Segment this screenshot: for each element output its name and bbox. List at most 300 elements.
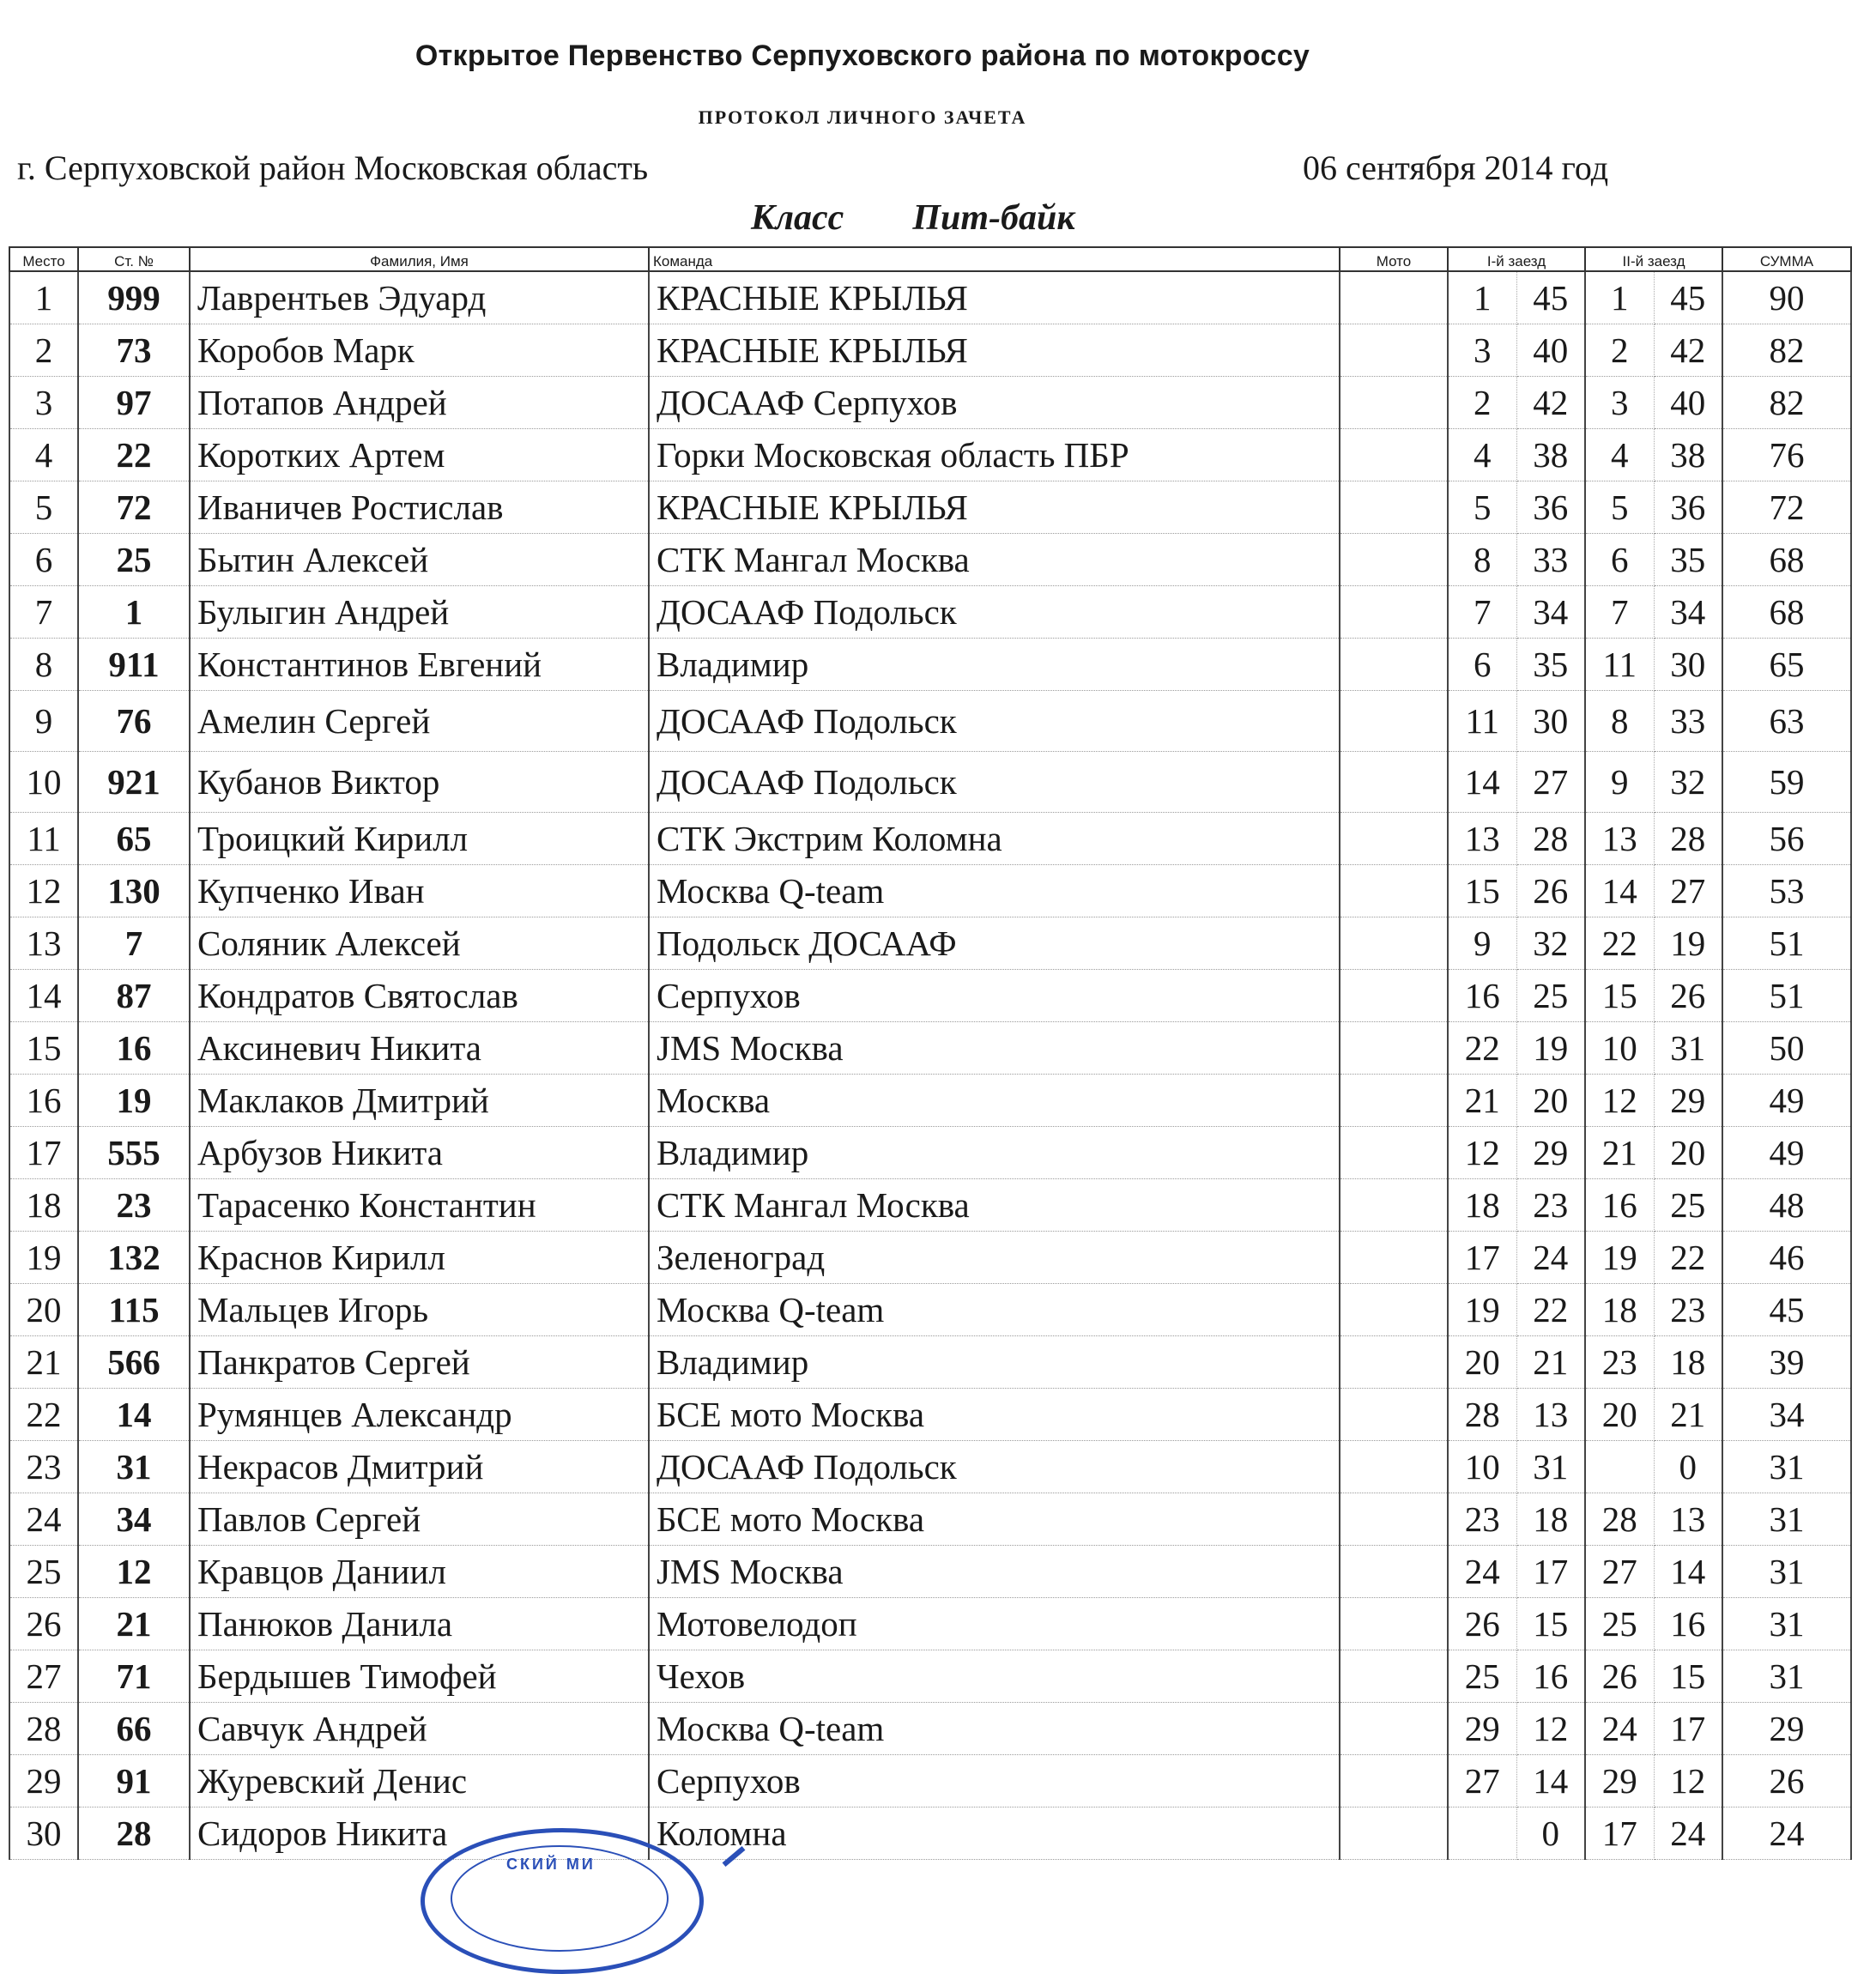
cell-place: 26 xyxy=(9,1598,78,1650)
table-row xyxy=(9,1703,1851,1755)
cell-race1-position: 19 xyxy=(1448,1284,1516,1336)
cell-team: JMS Москва xyxy=(649,1022,1340,1075)
cell-place: 23 xyxy=(9,1441,78,1493)
cell-moto xyxy=(1340,1441,1448,1493)
cell-sum: 49 xyxy=(1722,1127,1851,1179)
cell-team: Серпухов xyxy=(649,970,1340,1022)
cell-race2-points: 20 xyxy=(1654,1127,1722,1179)
cell-number: 87 xyxy=(78,970,190,1022)
cell-sum: 51 xyxy=(1722,917,1851,970)
cell-number: 97 xyxy=(78,377,190,429)
cell-race1-position: 28 xyxy=(1448,1389,1516,1441)
cell-number: 66 xyxy=(78,1703,190,1755)
cell-number: 911 xyxy=(78,639,190,691)
class-label: Класс xyxy=(751,198,844,238)
cell-race2-position: 6 xyxy=(1585,534,1654,586)
table-row xyxy=(9,865,1851,917)
cell-sum: 50 xyxy=(1722,1022,1851,1075)
cell-sum: 26 xyxy=(1722,1755,1851,1807)
table-row xyxy=(9,813,1851,865)
table-row xyxy=(9,1232,1851,1284)
cell-name: Краснов Кирилл xyxy=(190,1232,649,1284)
header-race2: II-й заезд xyxy=(1585,247,1722,271)
cell-place: 11 xyxy=(9,813,78,865)
cell-place: 8 xyxy=(9,639,78,691)
cell-name: Соляник Алексей xyxy=(190,917,649,970)
cell-place: 7 xyxy=(9,586,78,639)
table-row xyxy=(9,752,1851,813)
cell-race2-points: 23 xyxy=(1654,1284,1722,1336)
cell-race1-position: 16 xyxy=(1448,970,1516,1022)
cell-race2-position: 20 xyxy=(1585,1389,1654,1441)
results-table xyxy=(9,246,1852,1860)
cell-moto xyxy=(1340,1650,1448,1703)
cell-number: 16 xyxy=(78,1022,190,1075)
cell-race1-points: 23 xyxy=(1516,1179,1585,1232)
cell-sum: 68 xyxy=(1722,534,1851,586)
header-team: Команда xyxy=(649,247,1340,271)
cell-number: 31 xyxy=(78,1441,190,1493)
cell-place: 1 xyxy=(9,271,78,324)
cell-race2-position: 11 xyxy=(1585,639,1654,691)
cell-race1-position: 9 xyxy=(1448,917,1516,970)
cell-place: 14 xyxy=(9,970,78,1022)
cell-place: 15 xyxy=(9,1022,78,1075)
header-name: Фамилия, Имя xyxy=(190,247,649,271)
cell-race2-points: 13 xyxy=(1654,1493,1722,1546)
cell-number: 132 xyxy=(78,1232,190,1284)
cell-race2-position: 16 xyxy=(1585,1179,1654,1232)
table-row xyxy=(9,324,1851,377)
cell-race2-position: 15 xyxy=(1585,970,1654,1022)
cell-race2-points: 32 xyxy=(1654,752,1722,813)
cell-race2-position: 22 xyxy=(1585,917,1654,970)
cell-race1-position: 17 xyxy=(1448,1232,1516,1284)
cell-race1-points: 17 xyxy=(1516,1546,1585,1598)
cell-name: Некрасов Дмитрий xyxy=(190,1441,649,1493)
cell-race1-points: 32 xyxy=(1516,917,1585,970)
cell-place: 5 xyxy=(9,481,78,534)
cell-place: 4 xyxy=(9,429,78,481)
cell-team: СТК Мангал Москва xyxy=(649,534,1340,586)
cell-race1-position: 26 xyxy=(1448,1598,1516,1650)
cell-moto xyxy=(1340,1284,1448,1336)
cell-race2-position: 28 xyxy=(1585,1493,1654,1546)
cell-race2-points: 14 xyxy=(1654,1546,1722,1598)
protocol-subtitle: ПРОТОКОЛ ЛИЧНОГО ЗАЧЕТА xyxy=(698,106,1027,128)
cell-race2-position: 26 xyxy=(1585,1650,1654,1703)
cell-team: Владимир xyxy=(649,639,1340,691)
cell-race2-points: 34 xyxy=(1654,586,1722,639)
cell-moto xyxy=(1340,1075,1448,1127)
cell-name: Кравцов Даниил xyxy=(190,1546,649,1598)
cell-team: Подольск ДОСААФ xyxy=(649,917,1340,970)
cell-name: Константинов Евгений xyxy=(190,639,649,691)
cell-moto xyxy=(1340,1336,1448,1389)
cell-race1-points: 45 xyxy=(1516,271,1585,324)
cell-sum: 31 xyxy=(1722,1598,1851,1650)
cell-race2-points: 22 xyxy=(1654,1232,1722,1284)
cell-race2-points: 33 xyxy=(1654,691,1722,752)
cell-name: Журевский Денис xyxy=(190,1755,649,1807)
cell-moto xyxy=(1340,1703,1448,1755)
cell-name: Кубанов Виктор xyxy=(190,752,649,813)
cell-team: Владимир xyxy=(649,1336,1340,1389)
cell-race1-position: 2 xyxy=(1448,377,1516,429)
cell-race1-points: 42 xyxy=(1516,377,1585,429)
table-row xyxy=(9,429,1851,481)
cell-place: 2 xyxy=(9,324,78,377)
cell-team: Коломна xyxy=(649,1807,1340,1860)
cell-race1-points: 30 xyxy=(1516,691,1585,752)
cell-race1-position: 20 xyxy=(1448,1336,1516,1389)
cell-team: Зеленоград xyxy=(649,1232,1340,1284)
cell-name: Аксиневич Никита xyxy=(190,1022,649,1075)
cell-race2-position: 29 xyxy=(1585,1755,1654,1807)
cell-team: Москва Q-team xyxy=(649,1703,1340,1755)
cell-name: Арбузов Никита xyxy=(190,1127,649,1179)
table-row xyxy=(9,1598,1851,1650)
cell-race2-position: 14 xyxy=(1585,865,1654,917)
cell-race1-points: 24 xyxy=(1516,1232,1585,1284)
cell-race2-points: 35 xyxy=(1654,534,1722,586)
cell-place: 12 xyxy=(9,865,78,917)
cell-number: 999 xyxy=(78,271,190,324)
cell-race1-position: 14 xyxy=(1448,752,1516,813)
cell-race2-position: 4 xyxy=(1585,429,1654,481)
cell-team: JMS Москва xyxy=(649,1546,1340,1598)
cell-moto xyxy=(1340,1755,1448,1807)
cell-sum: 68 xyxy=(1722,586,1851,639)
cell-sum: 82 xyxy=(1722,377,1851,429)
event-date: 06 сентября 2014 год xyxy=(1303,148,1609,187)
cell-place: 13 xyxy=(9,917,78,970)
cell-race2-points: 28 xyxy=(1654,813,1722,865)
cell-place: 28 xyxy=(9,1703,78,1755)
cell-name: Амелин Сергей xyxy=(190,691,649,752)
cell-race1-points: 36 xyxy=(1516,481,1585,534)
cell-race1-points: 13 xyxy=(1516,1389,1585,1441)
cell-team: Серпухов xyxy=(649,1755,1340,1807)
cell-moto xyxy=(1340,324,1448,377)
cell-race2-points: 29 xyxy=(1654,1075,1722,1127)
cell-name: Бытин Алексей xyxy=(190,534,649,586)
cell-moto xyxy=(1340,586,1448,639)
cell-race1-position: 15 xyxy=(1448,865,1516,917)
cell-race1-points: 29 xyxy=(1516,1127,1585,1179)
cell-moto xyxy=(1340,1546,1448,1598)
cell-race2-position: 13 xyxy=(1585,813,1654,865)
cell-sum: 24 xyxy=(1722,1807,1851,1860)
cell-name: Троицкий Кирилл xyxy=(190,813,649,865)
cell-place: 9 xyxy=(9,691,78,752)
event-location: г. Серпуховской район Московская область xyxy=(17,148,649,187)
cell-name: Кондратов Святослав xyxy=(190,970,649,1022)
cell-race1-points: 21 xyxy=(1516,1336,1585,1389)
table-row xyxy=(9,586,1851,639)
cell-race2-points: 26 xyxy=(1654,970,1722,1022)
cell-race1-points: 28 xyxy=(1516,813,1585,865)
cell-number: 566 xyxy=(78,1336,190,1389)
cell-race1-position: 6 xyxy=(1448,639,1516,691)
cell-name: Купченко Иван xyxy=(190,865,649,917)
cell-race1-points: 22 xyxy=(1516,1284,1585,1336)
cell-number: 19 xyxy=(78,1075,190,1127)
cell-race1-position: 10 xyxy=(1448,1441,1516,1493)
header-sum: СУММА xyxy=(1722,247,1851,271)
cell-team: БСЕ мото Москва xyxy=(649,1389,1340,1441)
cell-sum: 82 xyxy=(1722,324,1851,377)
cell-name: Савчук Андрей xyxy=(190,1703,649,1755)
cell-number: 21 xyxy=(78,1598,190,1650)
cell-team: Владимир xyxy=(649,1127,1340,1179)
table-row xyxy=(9,1127,1851,1179)
cell-race1-points: 31 xyxy=(1516,1441,1585,1493)
cell-race1-position: 13 xyxy=(1448,813,1516,865)
cell-race2-position: 24 xyxy=(1585,1703,1654,1755)
cell-race1-points: 15 xyxy=(1516,1598,1585,1650)
cell-place: 3 xyxy=(9,377,78,429)
table-row xyxy=(9,639,1851,691)
cell-place: 30 xyxy=(9,1807,78,1860)
table-row xyxy=(9,970,1851,1022)
table-row xyxy=(9,1284,1851,1336)
cell-race2-position: 9 xyxy=(1585,752,1654,813)
cell-name: Панкратов Сергей xyxy=(190,1336,649,1389)
cell-team: КРАСНЫЕ КРЫЛЬЯ xyxy=(649,324,1340,377)
cell-number: 1 xyxy=(78,586,190,639)
cell-moto xyxy=(1340,1179,1448,1232)
cell-moto xyxy=(1340,865,1448,917)
cell-place: 6 xyxy=(9,534,78,586)
cell-race1-position: 8 xyxy=(1448,534,1516,586)
cell-moto xyxy=(1340,752,1448,813)
table-row xyxy=(9,1022,1851,1075)
cell-race2-position: 17 xyxy=(1585,1807,1654,1860)
cell-race1-points: 35 xyxy=(1516,639,1585,691)
cell-race1-position: 3 xyxy=(1448,324,1516,377)
cell-moto xyxy=(1340,534,1448,586)
table-row xyxy=(9,534,1851,586)
cell-place: 16 xyxy=(9,1075,78,1127)
cell-team: КРАСНЫЕ КРЫЛЬЯ xyxy=(649,481,1340,534)
cell-name: Иваничев Ростислав xyxy=(190,481,649,534)
cell-race1-points: 34 xyxy=(1516,586,1585,639)
cell-race1-points: 26 xyxy=(1516,865,1585,917)
cell-name: Коротких Артем xyxy=(190,429,649,481)
cell-name: Мальцев Игорь xyxy=(190,1284,649,1336)
table-row xyxy=(9,271,1851,324)
cell-team: БСЕ мото Москва xyxy=(649,1493,1340,1546)
cell-race2-position: 1 xyxy=(1585,271,1654,324)
cell-race2-points: 45 xyxy=(1654,271,1722,324)
cell-place: 22 xyxy=(9,1389,78,1441)
cell-race2-points: 36 xyxy=(1654,481,1722,534)
cell-sum: 59 xyxy=(1722,752,1851,813)
cell-name: Бердышев Тимофей xyxy=(190,1650,649,1703)
cell-race2-points: 40 xyxy=(1654,377,1722,429)
cell-race1-position: 22 xyxy=(1448,1022,1516,1075)
cell-race1-points: 12 xyxy=(1516,1703,1585,1755)
cell-number: 72 xyxy=(78,481,190,534)
cell-place: 21 xyxy=(9,1336,78,1389)
cell-place: 17 xyxy=(9,1127,78,1179)
cell-team: ДОСААФ Подольск xyxy=(649,1441,1340,1493)
cell-sum: 49 xyxy=(1722,1075,1851,1127)
cell-number: 22 xyxy=(78,429,190,481)
cell-race1-position: 5 xyxy=(1448,481,1516,534)
cell-race1-points: 40 xyxy=(1516,324,1585,377)
cell-team: Чехов xyxy=(649,1650,1340,1703)
cell-race2-points: 42 xyxy=(1654,324,1722,377)
cell-moto xyxy=(1340,271,1448,324)
cell-moto xyxy=(1340,1807,1448,1860)
table-row xyxy=(9,1755,1851,1807)
table-row xyxy=(9,1441,1851,1493)
cell-team: Москва xyxy=(649,1075,1340,1127)
cell-race2-position: 21 xyxy=(1585,1127,1654,1179)
cell-race2-position: 3 xyxy=(1585,377,1654,429)
cell-moto xyxy=(1340,429,1448,481)
table-row xyxy=(9,481,1851,534)
cell-race2-points: 16 xyxy=(1654,1598,1722,1650)
cell-race2-points: 17 xyxy=(1654,1703,1722,1755)
cell-number: 76 xyxy=(78,691,190,752)
cell-race2-position: 12 xyxy=(1585,1075,1654,1127)
class-heading xyxy=(751,197,1075,239)
table-row xyxy=(9,1493,1851,1546)
cell-race2-points: 18 xyxy=(1654,1336,1722,1389)
cell-moto xyxy=(1340,1127,1448,1179)
cell-sum: 65 xyxy=(1722,639,1851,691)
cell-number: 23 xyxy=(78,1179,190,1232)
cell-place: 10 xyxy=(9,752,78,813)
cell-sum: 48 xyxy=(1722,1179,1851,1232)
cell-sum: 53 xyxy=(1722,865,1851,917)
cell-race2-points: 27 xyxy=(1654,865,1722,917)
cell-team: Горки Московская область ПБР xyxy=(649,429,1340,481)
cell-sum: 76 xyxy=(1722,429,1851,481)
cell-race2-points: 24 xyxy=(1654,1807,1722,1860)
cell-sum: 31 xyxy=(1722,1493,1851,1546)
cell-race1-position: 24 xyxy=(1448,1546,1516,1598)
table-header-row xyxy=(9,247,1851,271)
table-row xyxy=(9,377,1851,429)
cell-moto xyxy=(1340,813,1448,865)
cell-number: 7 xyxy=(78,917,190,970)
cell-race2-points: 15 xyxy=(1654,1650,1722,1703)
cell-race1-position xyxy=(1448,1807,1516,1860)
cell-team: СТК Экстрим Коломна xyxy=(649,813,1340,865)
cell-number: 65 xyxy=(78,813,190,865)
table-row xyxy=(9,917,1851,970)
cell-race1-position: 29 xyxy=(1448,1703,1516,1755)
cell-name: Коробов Марк xyxy=(190,324,649,377)
cell-race1-points: 38 xyxy=(1516,429,1585,481)
cell-race2-position: 8 xyxy=(1585,691,1654,752)
cell-race1-points: 16 xyxy=(1516,1650,1585,1703)
header-moto: Мото xyxy=(1340,247,1448,271)
cell-place: 24 xyxy=(9,1493,78,1546)
cell-race1-position: 4 xyxy=(1448,429,1516,481)
cell-team: ДОСААФ Подольск xyxy=(649,586,1340,639)
cell-race2-position: 2 xyxy=(1585,324,1654,377)
cell-moto xyxy=(1340,481,1448,534)
cell-race2-position: 27 xyxy=(1585,1546,1654,1598)
cell-name: Румянцев Александр xyxy=(190,1389,649,1441)
cell-sum: 45 xyxy=(1722,1284,1851,1336)
cell-moto xyxy=(1340,970,1448,1022)
cell-race1-position: 21 xyxy=(1448,1075,1516,1127)
cell-sum: 34 xyxy=(1722,1389,1851,1441)
table-row xyxy=(9,1807,1851,1860)
cell-place: 25 xyxy=(9,1546,78,1598)
cell-race2-points: 12 xyxy=(1654,1755,1722,1807)
cell-moto xyxy=(1340,1389,1448,1441)
table-row xyxy=(9,1075,1851,1127)
cell-place: 27 xyxy=(9,1650,78,1703)
cell-number: 73 xyxy=(78,324,190,377)
cell-team: Москва Q-team xyxy=(649,1284,1340,1336)
cell-number: 25 xyxy=(78,534,190,586)
cell-sum: 46 xyxy=(1722,1232,1851,1284)
cell-place: 19 xyxy=(9,1232,78,1284)
table-row xyxy=(9,1336,1851,1389)
table-row xyxy=(9,1179,1851,1232)
cell-sum: 31 xyxy=(1722,1441,1851,1493)
cell-sum: 39 xyxy=(1722,1336,1851,1389)
cell-race2-points: 31 xyxy=(1654,1022,1722,1075)
cell-moto xyxy=(1340,917,1448,970)
cell-team: КРАСНЫЕ КРЫЛЬЯ xyxy=(649,271,1340,324)
cell-race1-position: 18 xyxy=(1448,1179,1516,1232)
cell-race1-position: 23 xyxy=(1448,1493,1516,1546)
cell-race1-points: 0 xyxy=(1516,1807,1585,1860)
cell-sum: 56 xyxy=(1722,813,1851,865)
cell-race1-position: 1 xyxy=(1448,271,1516,324)
cell-team: Москва Q-team xyxy=(649,865,1340,917)
cell-sum: 29 xyxy=(1722,1703,1851,1755)
cell-number: 14 xyxy=(78,1389,190,1441)
cell-race2-position: 23 xyxy=(1585,1336,1654,1389)
cell-number: 28 xyxy=(78,1807,190,1860)
cell-team: Мотовелодоп xyxy=(649,1598,1340,1650)
cell-team: ДОСААФ Подольск xyxy=(649,752,1340,813)
cell-name: Тарасенко Константин xyxy=(190,1179,649,1232)
cell-race1-position: 25 xyxy=(1448,1650,1516,1703)
cell-team: ДОСААФ Подольск xyxy=(649,691,1340,752)
cell-moto xyxy=(1340,1493,1448,1546)
cell-race2-points: 25 xyxy=(1654,1179,1722,1232)
cell-moto xyxy=(1340,1022,1448,1075)
cell-race1-points: 27 xyxy=(1516,752,1585,813)
header-race1: I-й заезд xyxy=(1448,247,1585,271)
cell-race2-points: 30 xyxy=(1654,639,1722,691)
cell-race2-position: 19 xyxy=(1585,1232,1654,1284)
class-value: Пит-байк xyxy=(912,198,1075,238)
cell-number: 921 xyxy=(78,752,190,813)
cell-race1-points: 25 xyxy=(1516,970,1585,1022)
cell-name: Панюков Данила xyxy=(190,1598,649,1650)
cell-race1-points: 20 xyxy=(1516,1075,1585,1127)
cell-moto xyxy=(1340,1598,1448,1650)
cell-race2-position: 18 xyxy=(1585,1284,1654,1336)
cell-number: 91 xyxy=(78,1755,190,1807)
cell-race1-points: 19 xyxy=(1516,1022,1585,1075)
table-row xyxy=(9,1389,1851,1441)
table-row xyxy=(9,1650,1851,1703)
cell-race1-points: 33 xyxy=(1516,534,1585,586)
